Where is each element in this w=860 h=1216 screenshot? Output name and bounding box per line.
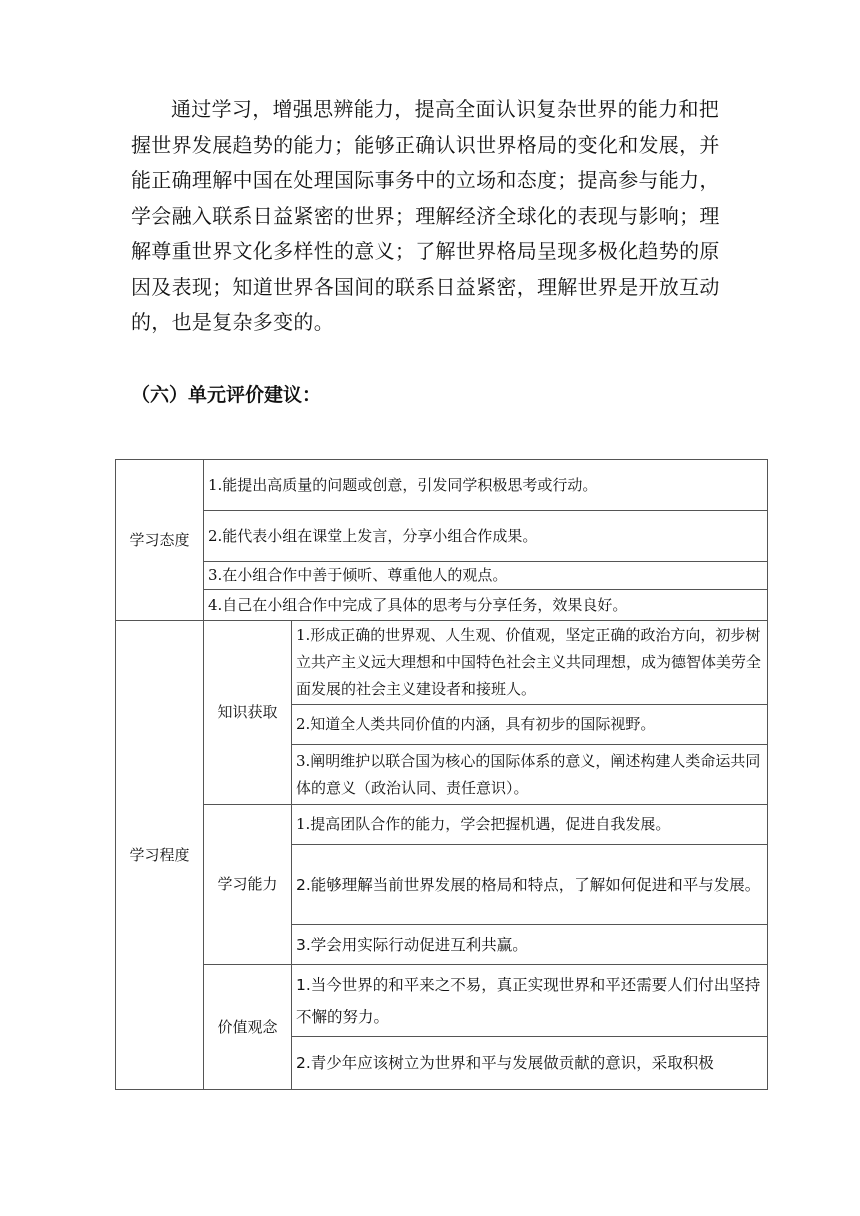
table-row (116, 590, 768, 621)
attitude-item-1: 1.能提出高质量的问题或创意，引发同学积极思考或行动。 (204, 460, 768, 511)
ability-item-2: 2.能够理解当前世界发展的格局和特点，了解如何促进和平与发展。 (292, 845, 768, 925)
table-row (116, 562, 768, 590)
ability-item-3: 3.学会用实际行动促进互利共赢。 (292, 925, 768, 965)
knowledge-item-3: 3.阐明维护以联合国为核心的国际体系的意义，阐述构建人类命运共同体的意义（政治认同、责任意识）。 (292, 745, 768, 805)
subcategory-values: 价值观念 (204, 965, 292, 1090)
values-item-2: 2.青少年应该树立为世界和平与发展做贡献的意识，采取积极 (292, 1037, 768, 1090)
subcategory-ability: 学习能力 (204, 805, 292, 965)
category-degree: 学习程度 (116, 621, 204, 1090)
table-row (116, 621, 768, 705)
intro-paragraph: 通过学习，增强思辨能力，提高全面认识复杂世界的能力和把握世界发展趋势的能力；能够正确认识世界格局的变化和发展，并能正确理解中国在处理国际事务中的立场和态度；提高参与能力，学会融入联系日益紧密的世界；理解经济全球化的表现与影响；理解尊重世界文化多样性的意义；了解世界格局呈现多极化趋势的原因及表现；知道世界各国间的联系日益紧密，理解世界是开放互动的，也是复杂多变的。 (131, 97, 720, 334)
subcategory-knowledge: 知识获取 (204, 621, 292, 805)
ability-item-1: 1.提高团队合作的能力，学会把握机遇，促进自我发展。 (292, 805, 768, 845)
table-row (116, 965, 768, 1037)
knowledge-item-1: 1.形成正确的世界观、人生观、价值观，坚定正确的政治方向，初步树立共产主义远大理想和中国特色社会主义共同理想，成为德智体美劳全面发展的社会主义建设者和接班人。 (292, 621, 768, 705)
table-row (116, 511, 768, 562)
values-item-1: 1.当今世界的和平来之不易，真正实现世界和平还需要人们付出坚持不懈的努力。 (292, 965, 768, 1037)
attitude-item-4: 4.自己在小组合作中完成了具体的思考与分享任务，效果良好。 (204, 590, 768, 621)
table-row (116, 460, 768, 511)
evaluation-table (115, 459, 768, 1090)
knowledge-item-2: 2.知道全人类共同价值的内涵，具有初步的国际视野。 (292, 705, 768, 745)
attitude-item-3: 3.在小组合作中善于倾听、尊重他人的观点。 (204, 562, 768, 590)
table-row (116, 805, 768, 845)
category-attitude: 学习态度 (116, 460, 204, 621)
section-heading: （六）单元评价建议： (131, 384, 322, 406)
attitude-item-2: 2.能代表小组在课堂上发言，分享小组合作成果。 (204, 511, 768, 562)
